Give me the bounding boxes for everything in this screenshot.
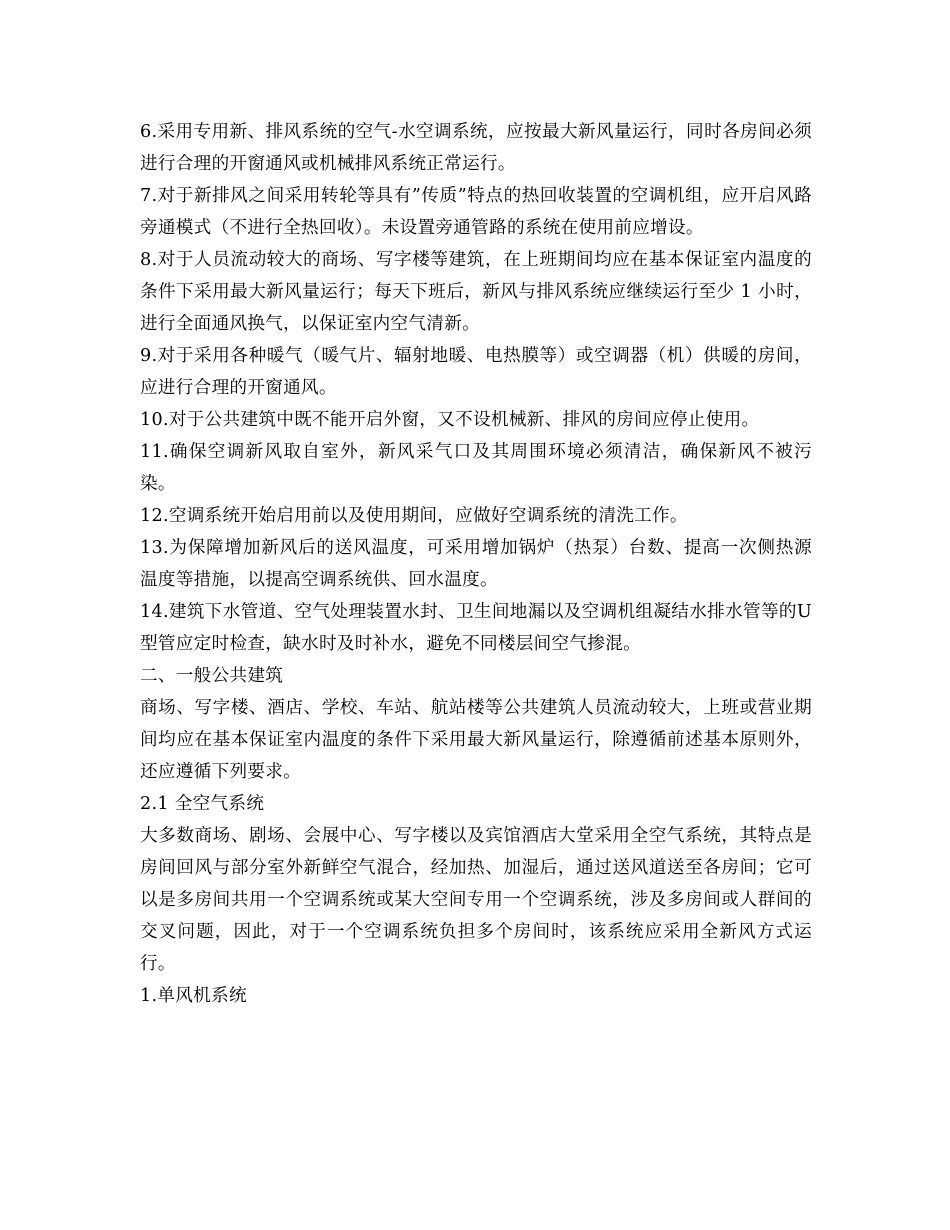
paragraph-item-10: 10.对于公共建筑中既不能开启外窗，又不设机械新、排风的房间应停止使用。	[140, 410, 760, 430]
section-intro-paragraph: 商场、写字楼、酒店、学校、车站、航站楼等公共建筑人员流动较大，上班或营业期间均应在基本保证室内温度的条件下采用最大新风量运行，除遵循前述基本原则外，还应遵循下列要求。	[140, 698, 812, 782]
paragraph-item-6: 6.采用专用新、排风系统的空气-水空调系统，应按最大新风量运行，同时各房间必须进行合理的开窗通风或机械排风系统正常运行。	[140, 122, 812, 174]
all-air-system-paragraph: 大多数商场、剧场、会展中心、写字楼以及宾馆酒店大堂采用全空气系统，其特点是房间回风与部分室外新鲜空气混合，经加热、加湿后，通过送风道送至各房间；它可以是多房间共用一个空调系统或某大空间专用一个空调系统，涉及多房间或人群间的交叉问题，因此，对于一个空调系统负担多个房间时，该系统应采用全新风方式运行。	[140, 826, 812, 974]
subsection-heading-all-air-system: 2.1 全空气系统	[140, 794, 265, 814]
paragraph-item-14: 14.建筑下水管道、空气处理装置水封、卫生间地漏以及空调机组凝结水排水管等的U型管应定时检查，缺水时及时补水，避免不同楼层间空气掺混。	[140, 602, 812, 654]
paragraph-item-9: 9.对于采用各种暖气（暖气片、辐射地暖、电热膜等）或空调器（机）供暖的房间，应进行合理的开窗通风。	[140, 346, 812, 398]
subsection-heading-single-fan-system: 1.单风机系统	[140, 986, 247, 1006]
paragraph-item-8: 8.对于人员流动较大的商场、写字楼等建筑，在上班期间均应在基本保证室内温度的条件下采用最大新风量运行；每天下班后，新风与排风系统应继续运行至少 1 小时，进行全面通风换气，以保证室内空气清新。	[140, 250, 812, 334]
paragraph-item-12: 12.空调系统开始启用前以及使用期间，应做好空调系统的清洗工作。	[140, 506, 688, 526]
paragraph-item-11: 11.确保空调新风取自室外，新风采气口及其周围环境必须清洁，确保新风不被污染。	[140, 442, 812, 494]
paragraph-item-7: 7.对于新排风之间采用转轮等具有”传质”特点的热回收装置的空调机组，应开启风路旁通模式（不进行全热回收）。未设置旁通管路的系统在使用前应增设。	[140, 186, 812, 238]
section-heading-general-public-buildings: 二、一般公共建筑	[140, 666, 284, 686]
paragraph-item-13: 13.为保障增加新风后的送风温度，可采用增加锅炉（热泵）台数、提高一次侧热源温度等措施，以提高空调系统供、回水温度。	[140, 538, 812, 590]
document-body	[140, 116, 812, 1012]
